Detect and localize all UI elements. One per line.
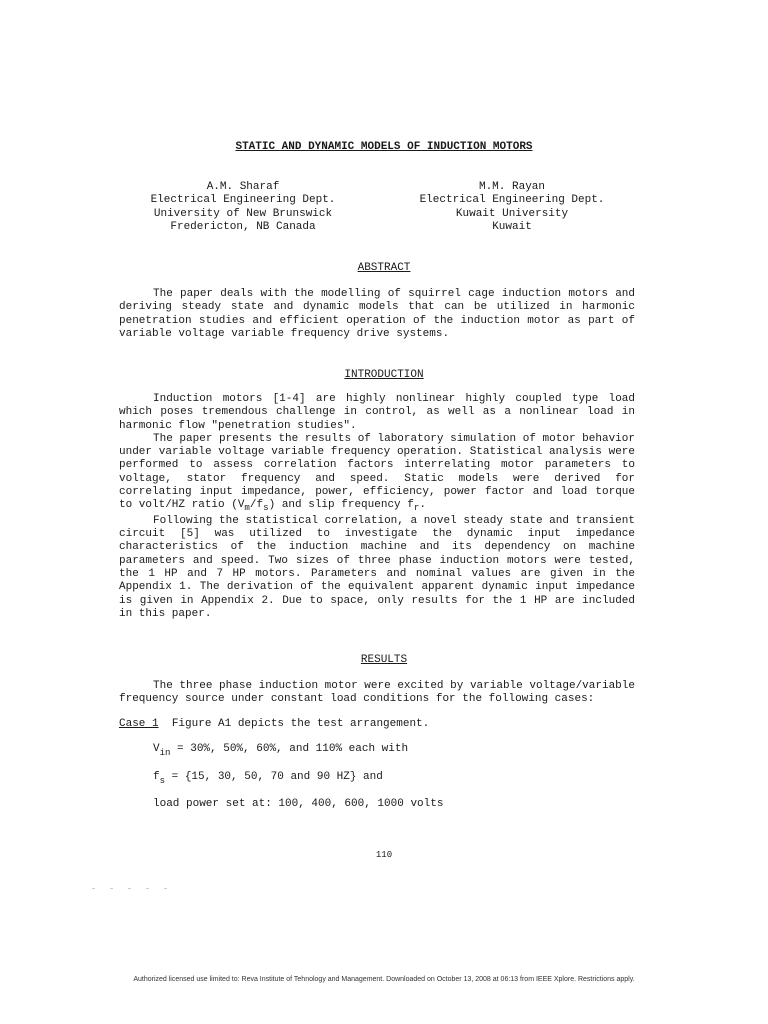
eq-sub-s: s (159, 776, 166, 786)
paper-title: STATIC AND DYNAMIC MODELS OF INDUCTION MOTORS (235, 141, 533, 153)
abstract-heading: ABSTRACT (357, 262, 411, 274)
eq-frequency-text: = {15, 30, 50, 70 and 90 HZ} and (171, 771, 383, 783)
equation-load: load power set at: 100, 400, 600, 1000 volts (153, 798, 444, 810)
intro-paragraph-1: Induction motors [1-4] are highly nonlinear highly coupled type load which poses tremendous challenge in control, as well as a nonlinear load in harmonic flow "penetration studies". (119, 393, 635, 432)
case-1-line (119, 718, 429, 730)
author-name: A.M. Sharaf (206, 181, 280, 193)
introduction-text (119, 393, 635, 621)
intro-p2-tail: ) and slip frequency f (268, 499, 414, 512)
intro-paragraph-3: Following the statistical correlation, a novel steady state and transient circuit [5] was utilized to investigate the dynamic input impedance characteristics of the induction machine and its dependency on machine parameters and speed. Two sizes of three phase induction motors were tested, the 1 HP and 7 HP motors. Parameters and nominal values are given in the Appendix 1. The derivation of the equivalent apparent dynamic input impedance is given in Appendix 2. Due to space, only results for the 1 HP are included in this paper. (119, 514, 635, 620)
subscript-r: r (413, 502, 420, 514)
equation-voltage (153, 743, 408, 758)
author-block-1 (118, 181, 368, 234)
scan-artifact (92, 888, 182, 889)
subscript-m: m (244, 502, 250, 514)
case-label: Case 1 (119, 718, 159, 730)
abstract-paragraph: The paper deals with the modelling of squirrel cage induction motors and deriving steady state and dynamic models that can be utilized in harmonic penetration studies and efficient operation of the induction motor as part of variable voltage variable frequency drive systems. (119, 288, 635, 340)
intro-p2-text: The paper presents the results of laboratory simulation of motor behavior under variable voltage variable frequency operation. Statistical analysis were performed to assess correlation factors interrelating motor parameters to voltage, stator frequency and speed. Static models were derived for correlating input impedance, power, efficiency, power factor and load torque to volt/HZ ratio (V (119, 432, 635, 512)
author-location: Kuwait (492, 220, 532, 233)
author-institution: University of New Brunswick (153, 207, 333, 220)
eq-var-v: V (153, 743, 160, 755)
intro-p2-end: . (419, 499, 426, 512)
author-name: M.M. Rayan (478, 181, 545, 193)
results-text (119, 680, 635, 707)
eq-var-f: f (153, 771, 160, 783)
results-heading: RESULTS (360, 654, 408, 666)
author-dept: Electrical Engineering Dept. (150, 194, 336, 207)
author-block-2 (392, 181, 632, 234)
intro-paragraph-2 (119, 433, 635, 515)
introduction-heading: INTRODUCTION (344, 369, 424, 381)
equation-frequency (153, 771, 383, 786)
eq-sub-in: in (159, 748, 171, 758)
subscript-s: s (263, 502, 269, 514)
author-location: Fredericton, NB Canada (170, 220, 316, 233)
license-footer: Authorized licensed use limited to: Reva Institute of Tehnology and Management. Downloaded on October 13, 2008 at 06:13 from IEEE Xplore. Restrictions apply. (133, 976, 635, 983)
author-institution: Kuwait University (455, 207, 569, 220)
intro-p2-mid: /f (249, 499, 264, 512)
author-dept: Electrical Engineering Dept. (419, 194, 605, 207)
page-number: 110 (375, 850, 393, 860)
eq-voltage-text: = 30%, 50%, 60%, and 110% each with (177, 743, 409, 755)
case-text: Figure A1 depicts the test arrangement. (171, 718, 430, 730)
results-paragraph-1: The three phase induction motor were excited by variable voltage/variable frequency source under constant load conditions for the following cases: (119, 680, 635, 706)
abstract-text (119, 288, 635, 341)
